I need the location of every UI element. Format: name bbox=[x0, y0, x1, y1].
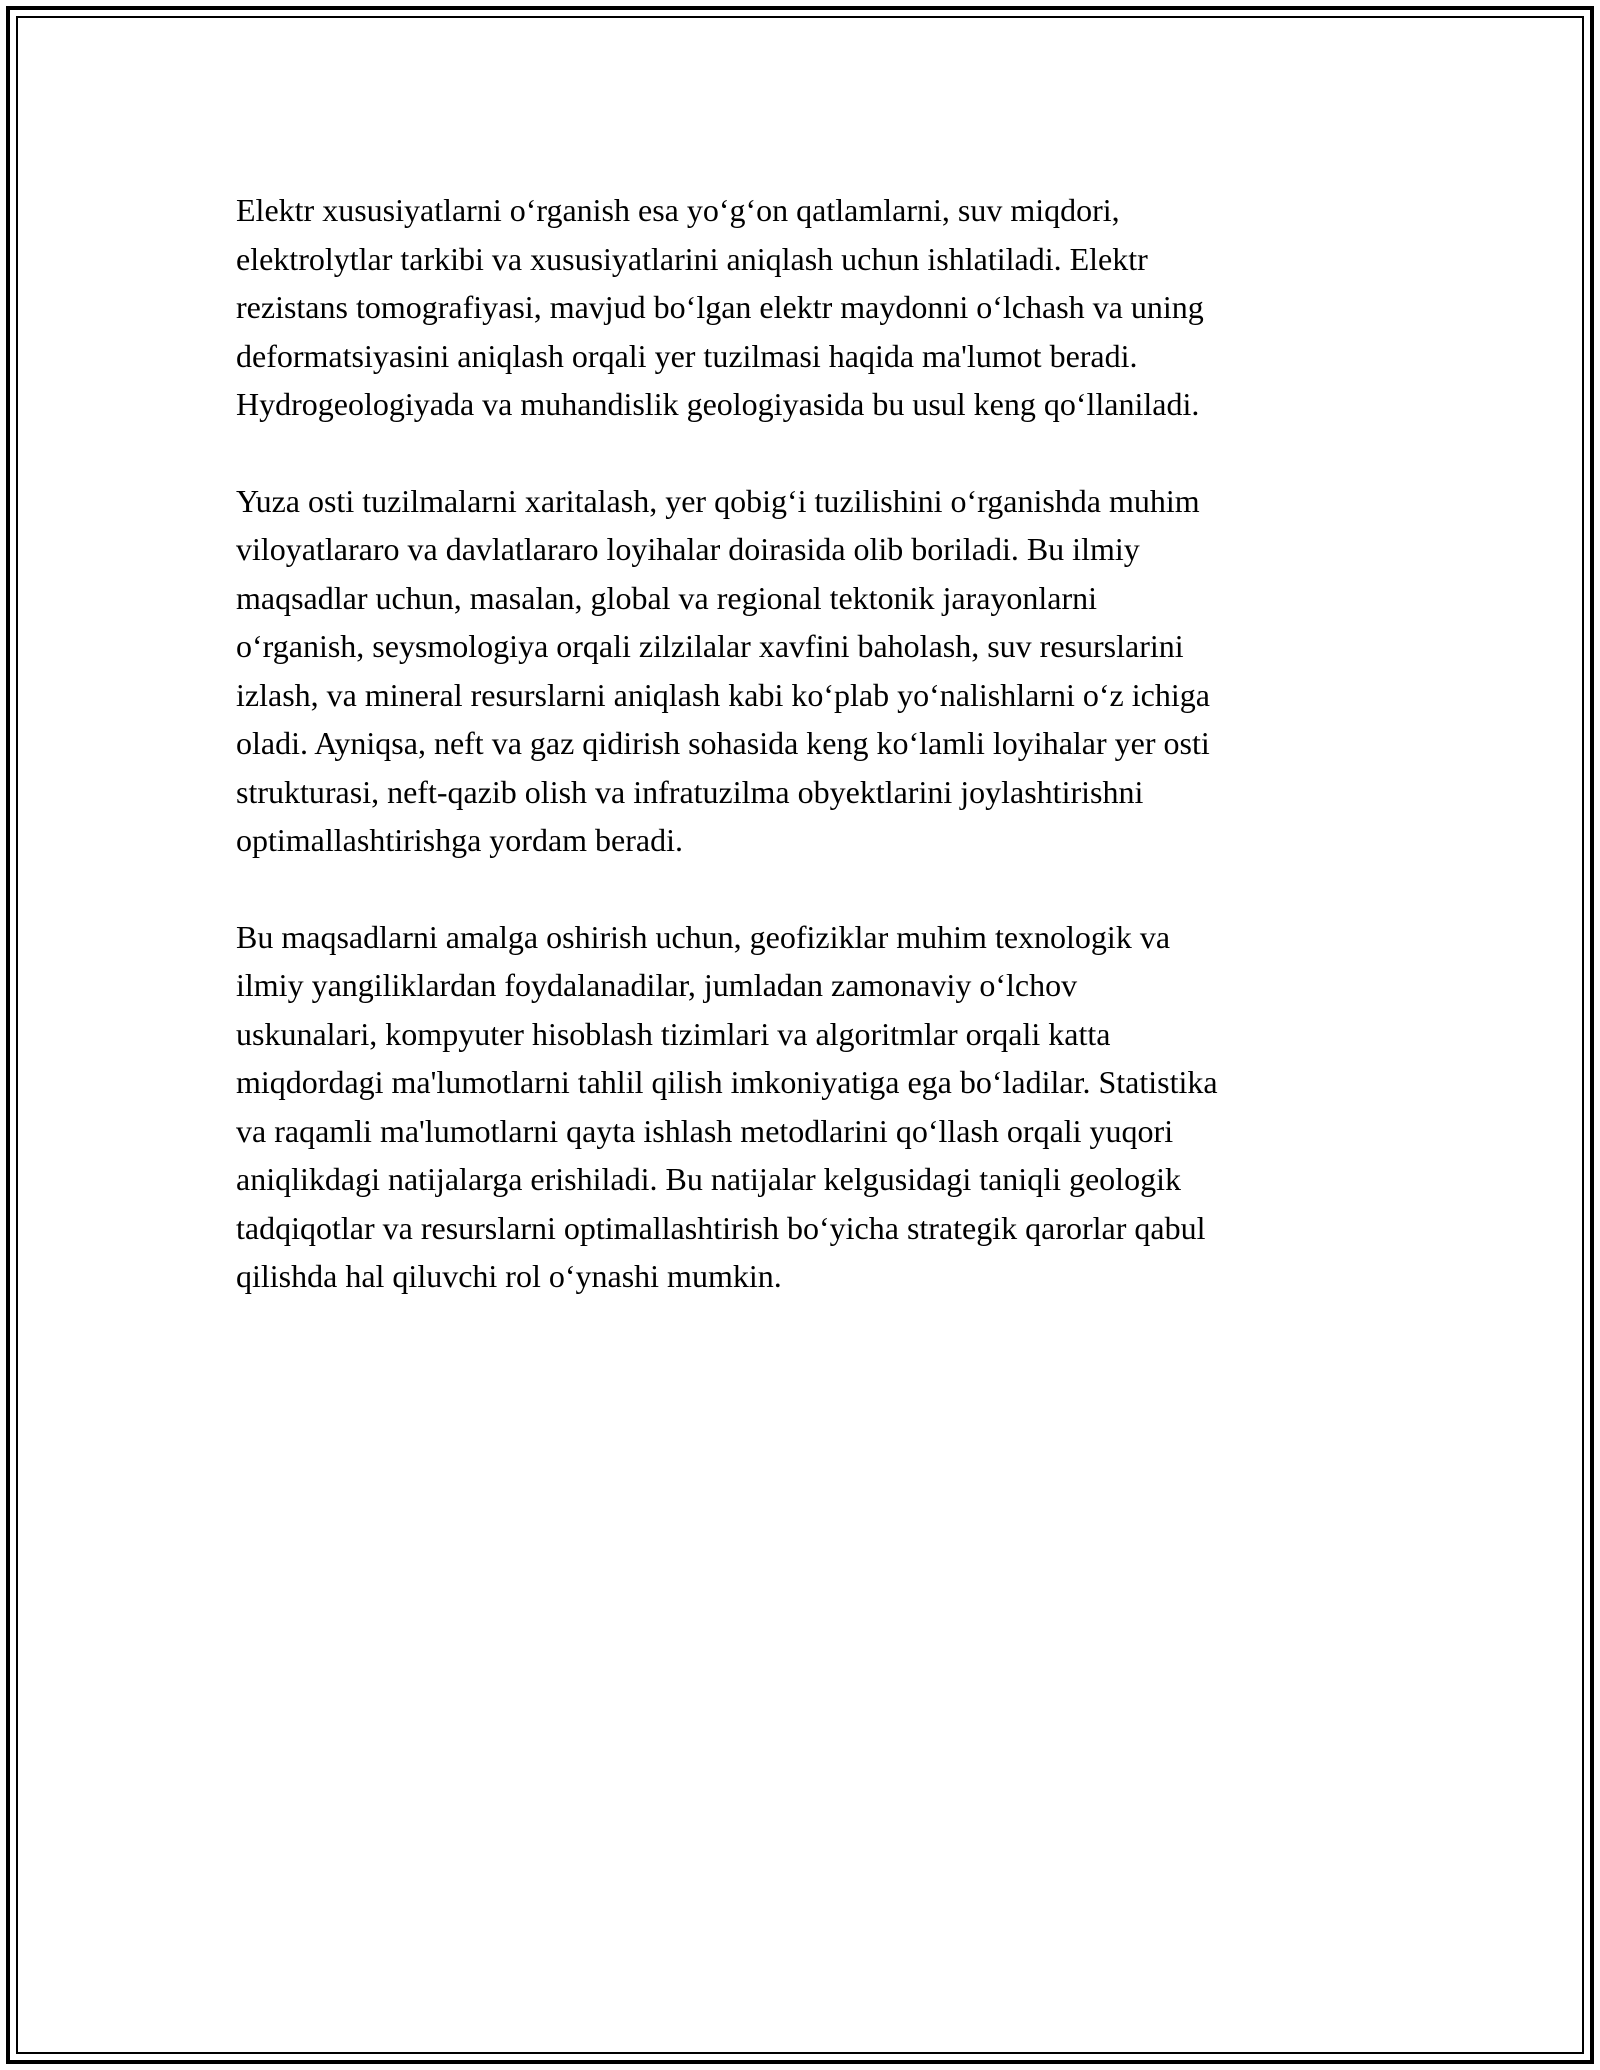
text-line: tadqiqotlar va resurslarni optimallashtirish bo‘yicha strategik qarorlar qabul bbox=[236, 1209, 1206, 1246]
text-line: aniqlikdagi natijalarga erishiladi. Bu natijalar kelgusidagi taniqli geologik bbox=[236, 1161, 1181, 1197]
text-line: miqdordagi ma'lumotlarni tahlil qilish imkoniyatiga ega bo‘ladilar. Statistika bbox=[236, 1064, 1218, 1100]
text-line: izlash, va mineral resurslarni aniqlash kabi ko‘plab yo‘nalishlarni o‘z ichiga bbox=[236, 676, 1210, 713]
text-line: rezistans tomografiyasi, mavjud bo‘lgan elektr maydonni o‘lchash va uning bbox=[236, 289, 1204, 325]
text-line: qilishda hal qiluvchi rol o‘ynashi mumkin. bbox=[236, 1258, 782, 1294]
text-line: viloyatlararo va davlatlararo loyihalar doirasida olib boriladi. Bu ilmiy bbox=[236, 531, 1140, 567]
text-line: oladi. Ayniqsa, neft va gaz qidirish sohasida keng ko‘lamli loyihalar yer osti bbox=[236, 725, 1210, 761]
text-line: ilmiy yangiliklardan foydalanadilar, jumladan zamonaviy o‘lchov bbox=[236, 967, 1078, 1003]
text-line: elektrolytlar tarkibi va xususiyatlarini aniqlash uchun ishlatiladi. Elektr bbox=[236, 240, 1148, 277]
text-line: va raqamli ma'lumotlarni qayta ishlash metodlarini qo‘llash orqali yuqori bbox=[236, 1112, 1174, 1149]
text-line: strukturasi, neft-qazib olish va infratuzilma obyektlarini joylashtirishni bbox=[236, 773, 1144, 810]
text-line: Yuza osti tuzilmalarni xaritalash, yer qobig‘i tuzilishini o‘rganishda muhim bbox=[236, 482, 1200, 519]
text-line: o‘rganish, seysmologiya orqali zilzilalar xavfini baholash, suv resurslarini bbox=[236, 628, 1184, 664]
text-line: uskunalari, kompyuter hisoblash tizimlari va algoritmlar orqali katta bbox=[236, 1015, 1111, 1052]
text-line: Bu maqsadlarni amalga oshirish uchun, geofiziklar muhim texnologik va bbox=[236, 918, 1171, 955]
paragraph-2 bbox=[236, 477, 1376, 865]
text-line: maqsadlar uchun, masalan, global va regional tektonik jarayonlarni bbox=[236, 579, 1098, 616]
text-line: Hydrogeologiyada va muhandislik geologiyasida bu usul keng qo‘llaniladi. bbox=[236, 386, 1200, 422]
text-line: optimallashtirishga yordam beradi. bbox=[236, 822, 683, 858]
text-line: deformatsiyasini aniqlash orqali yer tuzilmasi haqida ma'lumot beradi. bbox=[236, 337, 1138, 374]
document-body bbox=[236, 186, 1376, 1349]
text-line: Elektr xususiyatlarni o‘rganish esa yo‘g‘on qatlamlarni, suv miqdori, bbox=[236, 192, 1120, 228]
paragraph-1 bbox=[236, 186, 1376, 429]
paragraph-3 bbox=[236, 913, 1376, 1301]
